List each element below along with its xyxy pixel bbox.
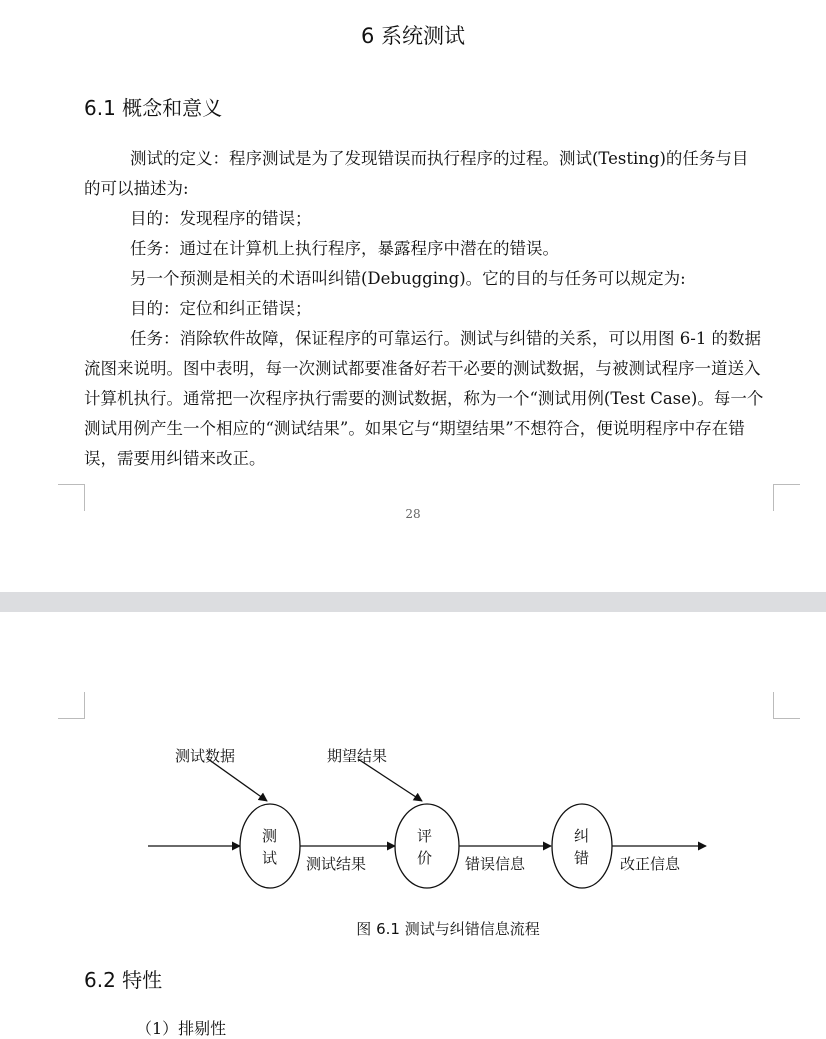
node-eval-char-1: 评 — [417, 827, 433, 845]
node-debug-char-1: 纠 — [574, 827, 590, 845]
label-expected: 期望结果 — [327, 747, 388, 765]
figure-caption: 图 6.1 测试与纠错信息流程 — [356, 920, 540, 938]
label-test-data: 测试数据 — [175, 747, 236, 765]
node-test — [240, 804, 300, 888]
paragraph-definition: 测试的定义：程序测试是为了发现错误而执行程序的过程。测试(Testing)的任务与目的可以描述为: — [84, 149, 749, 198]
node-debug-char-2: 错 — [574, 849, 590, 867]
flow-diagram — [130, 730, 730, 910]
arrow-expected — [358, 759, 422, 801]
arrow-test-data — [208, 759, 267, 801]
margin-corner-top-right — [773, 692, 800, 719]
paragraph-relationship: 任务：消除软件故障，保证程序的可靠运行。测试与纠错的关系，可以用图 6-1 的数据流图来说明。图中表明，每一次测试都要准备好若干必要的测试数据，与被测试程序一道送入计算机执行。通常把一次程序执行需要的测试数据，称为一个“测试用例(Test Case)。每一个测试用例产生一个相应的“测试结果”。如果它与“期望结果”不想符合，便说明程序中存在错误，需要用纠错来改正。 — [84, 329, 764, 468]
section-title-6-2: 6.2 特性 — [84, 968, 163, 992]
section-title-6-1: 6.1 概念和意义 — [84, 96, 223, 120]
page-number: 28 — [405, 507, 421, 521]
line-goal-2: 目的：定位和纠正错误； — [130, 299, 312, 318]
node-test-char-1: 测 — [262, 827, 278, 845]
page-gap — [0, 592, 826, 612]
list-item-1: （1）排剔性 — [136, 1019, 227, 1038]
node-evaluate — [395, 804, 459, 888]
node-eval-char-2: 价 — [417, 849, 433, 867]
label-test-result: 测试结果 — [306, 855, 367, 873]
line-debugging: 另一个预测是相关的术语叫纠错(Debugging)。它的目的与任务可以规定为: — [130, 269, 686, 288]
chapter-title: 6 系统测试 — [360, 24, 466, 48]
label-fix-info: 改正信息 — [620, 855, 681, 873]
node-test-char-2: 试 — [262, 849, 278, 867]
line-goal-1: 目的：发现程序的错误； — [130, 209, 312, 228]
line-task-1: 任务：通过在计算机上执行程序，暴露程序中潜在的错误。 — [130, 239, 559, 258]
node-debug — [552, 804, 612, 888]
label-error-info: 错误信息 — [465, 855, 526, 873]
margin-corner-top-left — [58, 692, 85, 719]
